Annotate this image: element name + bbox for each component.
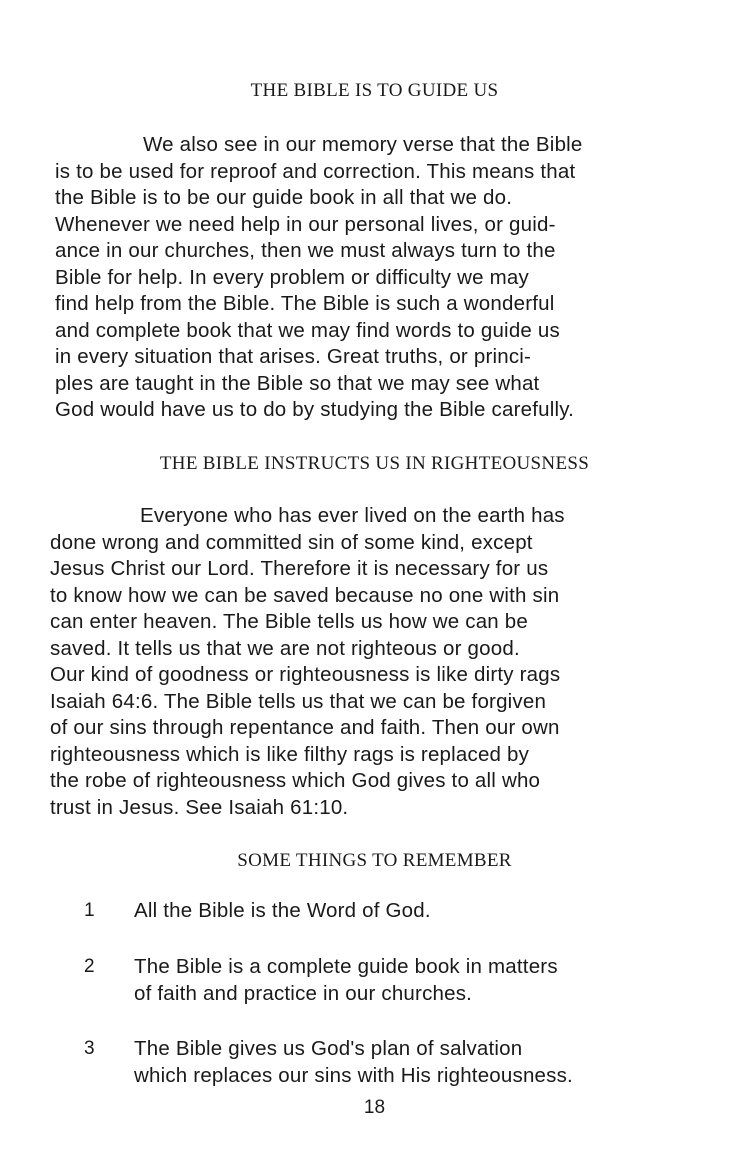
text-line: Whenever we need help in our personal lives, or guid- xyxy=(55,212,556,236)
text-line: the Bible is to be our guide book in all that we do. xyxy=(55,186,513,209)
text-line: ance in our churches, then we must always turn to the xyxy=(55,239,556,262)
text-line: and complete book that we may find words to guide us xyxy=(55,318,560,342)
text-line: saved. It tells us that we are not righteous or good. xyxy=(50,636,520,660)
list-item-line: All the Bible is the Word of God. xyxy=(134,899,431,922)
text-line: ples are taught in the Bible so that we may see what xyxy=(55,371,540,395)
text-line: is to be used for reproof and correction. This means that xyxy=(55,159,576,183)
text-line: Bible for help. In every problem or difficulty we may xyxy=(55,265,529,289)
text-line: Isaiah 64:6. The Bible tells us that we can be forgiven xyxy=(50,689,547,713)
section-heading: THE BIBLE IS TO GUIDE US xyxy=(250,80,499,101)
text-line: can enter heaven. The Bible tells us how we can be xyxy=(50,610,528,633)
text-line: of our sins through repentance and faith. Then our own xyxy=(50,716,560,739)
section-heading: THE BIBLE INSTRUCTS US IN RIGHTEOUSNESS xyxy=(159,453,590,474)
text-line: the robe of righteousness which God gives to all who xyxy=(50,769,541,792)
text-line: trust in Jesus. See Isaiah 61:10. xyxy=(50,795,349,819)
section-heading: SOME THINGS TO REMEMBER xyxy=(237,850,512,871)
text-line: Everyone who has ever lived on the earth has xyxy=(140,504,565,527)
text-line: done wrong and committed sin of some kind, except xyxy=(50,530,533,554)
text-line: find help from the Bible. The Bible is such a wonderful xyxy=(55,292,555,315)
list-item-line: The Bible gives us God's plan of salvation xyxy=(134,1037,523,1060)
text-line: God would have us to do by studying the Bible carefully. xyxy=(55,398,575,421)
list-number: 2 xyxy=(84,956,95,977)
text-line: Jesus Christ our Lord. Therefore it is necessary for us xyxy=(50,557,549,580)
text-line: righteousness which is like filthy rags is replaced by xyxy=(50,742,530,766)
list-item-line: which replaces our sins with His righteousness. xyxy=(134,1063,573,1087)
list-number: 3 xyxy=(84,1038,95,1059)
list-item-line: The Bible is a complete guide book in matters xyxy=(134,955,558,978)
text-line: We also see in our memory verse that the Bible xyxy=(143,133,583,156)
text-line: in every situation that arises. Great truths, or princi- xyxy=(55,345,532,368)
page-number: 18 xyxy=(363,1097,386,1118)
text-line: to know how we can be saved because no one with sin xyxy=(50,583,560,607)
text-line: Our kind of goodness or righteousness is like dirty rags xyxy=(50,663,561,686)
list-number: 1 xyxy=(84,900,95,921)
list-item-line: of faith and practice in our churches. xyxy=(134,981,473,1005)
